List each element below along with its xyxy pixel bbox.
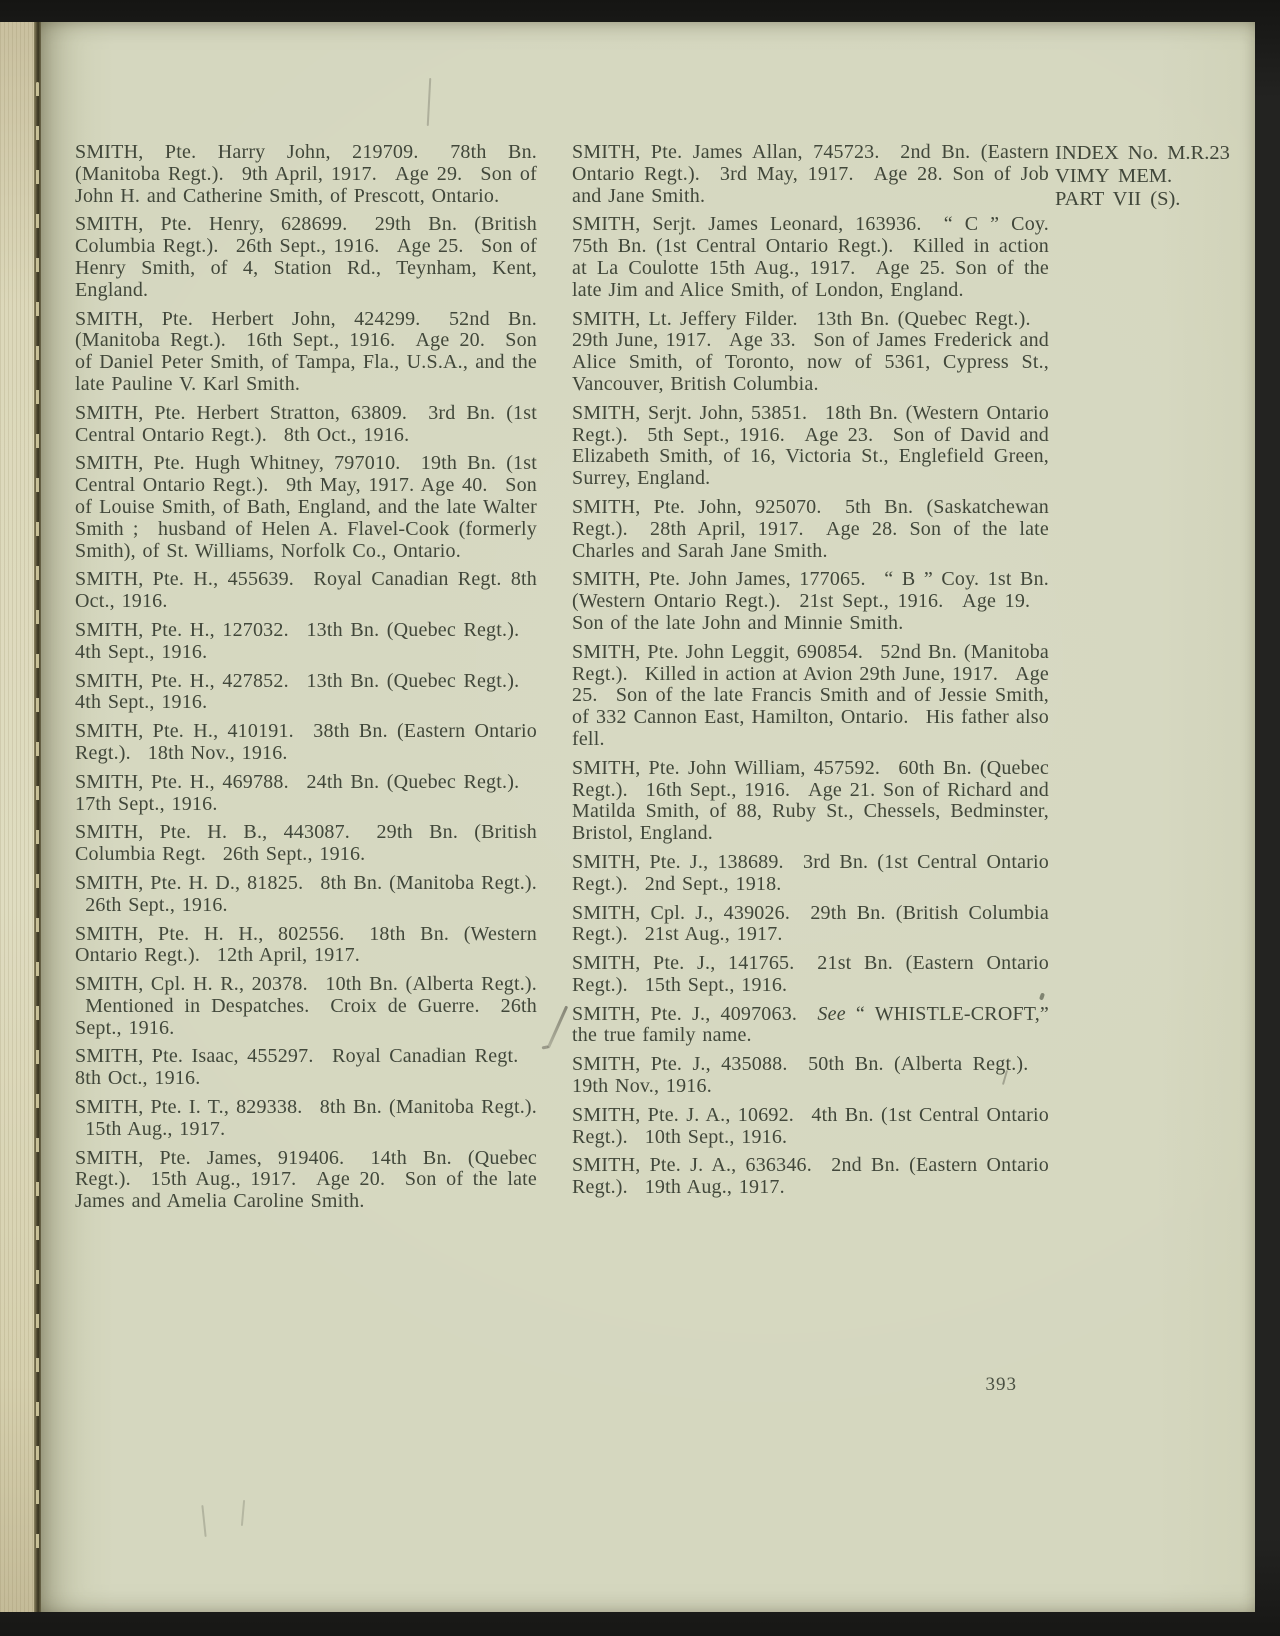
- index-number-line: INDEX No. M.R.23: [1055, 142, 1230, 164]
- pencil-mark: [201, 1505, 206, 1537]
- entry-text: SMITH, Pte. H., 127032. 13th Bn. (Quebec Regt.). 4th Sept., 1916.: [75, 618, 537, 663]
- book-page-edges: [0, 22, 34, 1612]
- pencil-mark: [241, 1500, 245, 1526]
- entry-text: SMITH, Pte. H., 410191. 38th Bn. (Eastern Ontario Regt.). 18th Nov., 1916.: [75, 720, 537, 764]
- register-entry: [75, 142, 537, 207]
- entry-text: SMITH, Pte. John Leggit, 690854. 52nd Bn. (Manitoba Regt.). Killed in action at Avion 29th June, 1917. Age 25. Son of the late Francis Smith and of Jessie Smith, of 332 Cannon East, Hamilton, Ontario. His father also fell.: [572, 640, 1049, 750]
- page-number: 393: [985, 1374, 1017, 1395]
- entry-text: SMITH, Lt. Jeffery Filder. 13th Bn. (Quebec Regt.). 29th June, 1917. Age 33. Son of James Frederick and Alice Smith, of Toronto, now of 5361, Cypress St., Vancouver, British Columbia.: [572, 307, 1049, 395]
- entry-text: SMITH, Pte. Herbert John, 424299. 52nd Bn. (Manitoba Regt.). 16th Sept., 1916. Age 20. Son of Daniel Peter Smith, of Tampa, Fla., U.S.A., and the late Pauline V. Karl Smith.: [75, 307, 537, 395]
- entry-text: SMITH, Pte. J. A., 10692. 4th Bn. (1st Central Ontario Regt.). 10th Sept., 1916.: [572, 1103, 1049, 1148]
- entry-text: SMITH, Pte. John, 925070. 5th Bn. (Saskatchewan Regt.). 28th April, 1917. Age 28. Son of the late Charles and Sarah Jane Smith.: [572, 495, 1049, 562]
- entry-text: SMITH, Pte. J., 4097063.: [572, 1002, 818, 1025]
- register-entry: [75, 873, 537, 917]
- register-column-left: [75, 142, 537, 1220]
- register-entry: [75, 772, 537, 816]
- register-entry: [75, 1097, 537, 1141]
- register-entry: [75, 214, 537, 301]
- part-line: PART VII (S).: [1055, 188, 1181, 210]
- register-entry: [75, 671, 537, 715]
- register-entry: [572, 953, 1049, 997]
- register-entry: [75, 1148, 537, 1213]
- register-entry: [572, 642, 1049, 751]
- entry-text: SMITH, Pte. H., 427852. 13th Bn. (Quebec Regt.). 4th Sept., 1916.: [75, 669, 537, 714]
- register-entry: [75, 974, 537, 1039]
- entry-text: SMITH, Pte. James Allan, 745723. 2nd Bn. (Eastern Ontario Regt.). 3rd May, 1917. Age 28. Son of Job and Jane Smith.: [572, 141, 1049, 207]
- register-entry: [572, 569, 1049, 634]
- register-entry: [572, 1004, 1049, 1048]
- entry-text: SMITH, Serjt. James Leonard, 163936. “ C ” Coy. 75th Bn. (1st Central Ontario Regt.). Killed in action at La Coulotte 15th Aug., 1917. Age 25. Son of the late Jim and Alice Smith, of London, England.: [572, 213, 1049, 301]
- entry-text: SMITH, Pte. Henry, 628699. 29th Bn. (British Columbia Regt.). 26th Sept., 1916. Age 25. Son of Henry Smith, of 4, Station Rd., Teynham, Kent, England.: [75, 213, 537, 301]
- register-entry: [75, 309, 537, 396]
- register-entry: [572, 309, 1049, 396]
- entry-text: SMITH, Serjt. John, 53851. 18th Bn. (Western Ontario Regt.). 5th Sept., 1916. Age 23. Son of David and Elizabeth Smith, of 16, Victoria St., Englefield Green, Surrey, England.: [572, 401, 1049, 490]
- binding-crease: [34, 22, 41, 1612]
- register-entry: [75, 403, 537, 447]
- pencil-checkmark-icon: [547, 1005, 568, 1048]
- entry-text: SMITH, Pte. J., 138689. 3rd Bn. (1st Central Ontario Regt.). 2nd Sept., 1918.: [572, 850, 1049, 895]
- register-entry: [572, 403, 1049, 490]
- register-entry: [572, 758, 1049, 845]
- memorial-name-line: VIMY MEM.: [1055, 165, 1173, 187]
- entry-text: SMITH, Cpl. H. R., 20378. 10th Bn. (Alberta Regt.). Mentioned in Despatches. Croix de Guerre. 26th Sept., 1916.: [75, 973, 537, 1039]
- entry-text: SMITH, Pte. H. H., 802556. 18th Bn. (Western Ontario Regt.). 12th April, 1917.: [75, 922, 537, 967]
- register-entry: [572, 142, 1049, 207]
- register-entry: [75, 1046, 537, 1090]
- register-entry: [75, 569, 537, 613]
- register-entry: [572, 852, 1049, 896]
- entry-text: SMITH, Pte. H., 455639. Royal Canadian Regt. 8th Oct., 1916.: [75, 568, 537, 613]
- register-entry: [75, 620, 537, 664]
- binding-stitches-icon: [36, 82, 39, 1572]
- entry-text: SMITH, Pte. J., 141765. 21st Bn. (Eastern Ontario Regt.). 15th Sept., 1916.: [572, 952, 1049, 996]
- register-entry: [75, 453, 537, 562]
- entry-text: SMITH, Pte. J., 435088. 50th Bn. (Alberta Regt.). 19th Nov., 1916.: [572, 1053, 1049, 1098]
- register-entry: [572, 497, 1049, 562]
- register-entry: [75, 924, 537, 968]
- register-entry: [75, 822, 537, 866]
- entry-text: SMITH, Pte. I. T., 829338. 8th Bn. (Manitoba Regt.). 15th Aug., 1917.: [75, 1096, 537, 1140]
- entry-text: SMITH, Pte. H. D., 81825. 8th Bn. (Manitoba Regt.). 26th Sept., 1916.: [75, 871, 537, 916]
- entry-text: SMITH, Pte. H. B., 443087. 29th Bn. (British Columbia Regt. 26th Sept., 1916.: [75, 821, 537, 866]
- index-reference-block: [1055, 142, 1255, 211]
- register-column-right: [572, 142, 1049, 1206]
- scratch-mark: [427, 78, 431, 126]
- entry-text: SMITH, Pte. J. A., 636346. 2nd Bn. (Eastern Ontario Regt.). 19th Aug., 1917.: [572, 1154, 1049, 1199]
- entry-text: SMITH, Pte. John William, 457592. 60th Bn. (Quebec Regt.). 16th Sept., 1916. Age 21. Son of Richard and Matilda Smith, of 88, Ruby St., Chessels, Bedminster, Bristol, England.: [572, 756, 1049, 845]
- entry-text: SMITH, Pte. Harry John, 219709. 78th Bn. (Manitoba Regt.). 9th April, 1917. Age 29. Son of John H. and Catherine Smith, of Prescott, Ontario.: [75, 141, 537, 207]
- entry-text: “ WHISTLE-CROFT,” the true family name.: [572, 1002, 1049, 1047]
- entry-text: SMITH, Pte. Herbert Stratton, 63809. 3rd Bn. (1st Central Ontario Regt.). 8th Oct., 1916.: [75, 401, 537, 446]
- register-entry: [572, 214, 1049, 301]
- entry-text: SMITH, Pte. Isaac, 455297. Royal Canadian Regt. 8th Oct., 1916.: [75, 1045, 537, 1090]
- entry-text-italic: See: [817, 1002, 846, 1025]
- register-entry: [572, 1155, 1049, 1199]
- entry-text: SMITH, Pte. Hugh Whitney, 797010. 19th Bn. (1st Central Ontario Regt.). 9th May, 1917. Age 40. Son of Louise Smith, of Bath, England, and the late Walter Smith ; husband of Helen A. Flavel-Cook (formerly Smith), of St. Williams, Norfolk Co., Ontario.: [75, 452, 537, 562]
- entry-text: SMITH, Pte. H., 469788. 24th Bn. (Quebec Regt.). 17th Sept., 1916.: [75, 770, 537, 815]
- entry-text: SMITH, Pte. John James, 177065. “ B ” Coy. 1st Bn. (Western Ontario Regt.). 21st Sept., 1916. Age 19. Son of the late John and Minnie Smith.: [572, 568, 1049, 634]
- register-entry: [572, 1105, 1049, 1149]
- entry-text: SMITH, Cpl. J., 439026. 29th Bn. (British Columbia Regt.). 21st Aug., 1917.: [572, 901, 1049, 946]
- register-entry: [75, 721, 537, 765]
- register-page: [41, 22, 1255, 1612]
- register-entry: [572, 903, 1049, 947]
- entry-text: SMITH, Pte. James, 919406. 14th Bn. (Quebec Regt.). 15th Aug., 1917. Age 20. Son of the late James and Amelia Caroline Smith.: [75, 1146, 537, 1213]
- register-entry: [572, 1054, 1049, 1098]
